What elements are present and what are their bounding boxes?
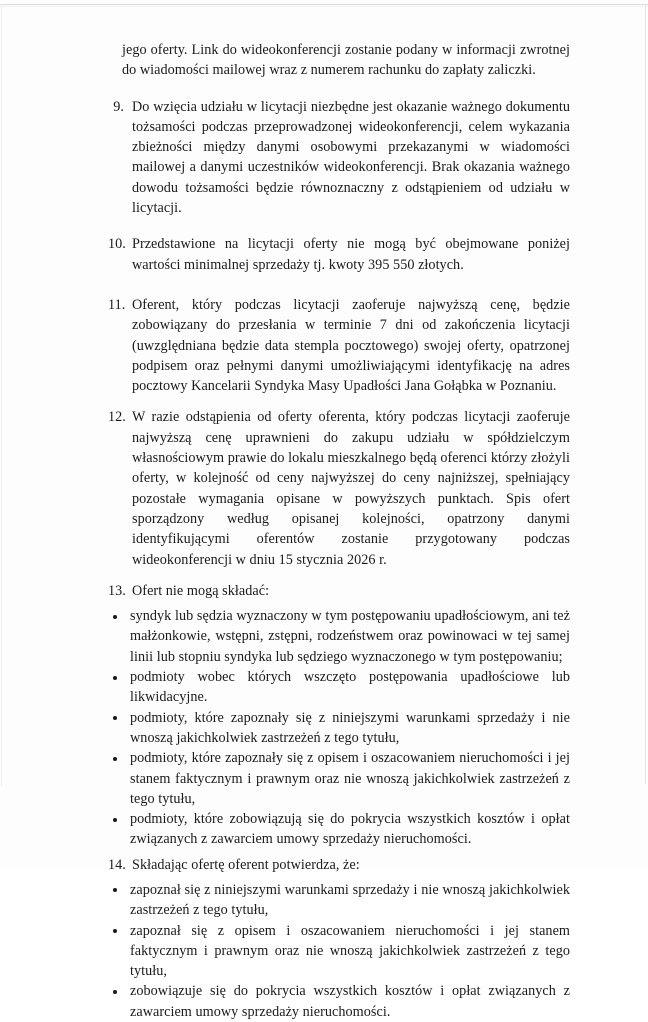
list-item: zapoznał się z opisem i oszacowaniem nieruchomości i jej stanem faktycznym i prawnym oraz nie wnoszą jakichkolwiek zastrzeżeń z tego tytułu,: [108, 921, 570, 982]
scan-edge-top: [0, 4, 648, 5]
numbered-item-10: [108, 234, 570, 275]
list-text: W razie odstąpienia od oferty oferenta, który podczas licytacji zaoferuje najwyższą cenę uprawnieni do zakupu udziału w spółdzielczym własnościowym prawie do lokalu mieszkalnego będą oferenci którzy złożyli oferty, w kolejność od ceny najwyższej do ceny najniższej, spełniający pozostałe wymagania opisane w powyższych punktach. Spis ofert sporządzony według opisanej kolejności, opatrzony danymi identyfikującymi oferentów zostanie przygotowany podczas wideokonferencji w dniu 15 stycznia 2026 r.: [132, 409, 570, 568]
scan-edge-right: [645, 4, 646, 784]
list-item: podmioty, które zapoznały się z niniejszymi warunkami sprzedaży i nie wnoszą jakichkolwiek zastrzeżeń z tego tytułu,: [108, 708, 570, 749]
spacer: [108, 81, 570, 97]
lead-paragraph: jego oferty. Link do wideokonferencji zostanie podany w informacji zwrotnej do wiadomości mailowej wraz z numerem rachunku do zapłaty zaliczki.: [122, 42, 570, 79]
list-item: podmioty, które zobowiązują się do pokrycia wszystkich kosztów i opłat związanych z zawarciem umowy sprzedaży nieruchomości.: [108, 809, 570, 850]
bullet-list-14: [108, 880, 570, 1022]
numbered-item-14: [108, 855, 570, 875]
list-text: Do wzięcia udziału w licytacji niezbędne jest okazanie ważnego dokumentu tożsamości podczas przeprowadzonej wideokonferencji, celem wykazania zbieżności między danymi osobowymi przekazanymi w wiadomości mailowej a danymi uczestników wideokonferencji. Brak okazania ważnego dowodu tożsamości będzie równoznaczny z odstąpieniem od udziału w licytacji.: [132, 98, 570, 217]
numbered-item-12: [108, 407, 570, 569]
list-number: 14.: [108, 856, 126, 873]
list-text: Oferent, który podczas licytacji zaoferuje najwyższą cenę, będzie zobowiązany do przesłania w terminie 7 dni od zakończenia licytacji (uwzględniana będzie data stempla pocztowego) swojej oferty, opatrzonej podpisem oraz pełnymi danymi umożliwiającymi identyfikację na adres pocztowy Kancelarii Syndyka Masy Upadłości Jana Gołąbka w Poznaniu.: [132, 296, 570, 395]
list-item: zapoznał się z niniejszymi warunkami sprzedaży i nie wnoszą jakichkolwiek zastrzeżeń z tego tytułu,: [108, 880, 570, 921]
numbered-item-13: [108, 581, 570, 601]
numbered-item-11: [108, 295, 570, 396]
list-item: podmioty, które zapoznały się z opisem i oszacowaniem nieruchomości i jej stanem faktycznym i prawnym oraz nie wnoszą jakichkolwiek zastrzeżeń z tego tytułu,: [108, 748, 570, 809]
list-item: zobowiązuje się do pokrycia wszystkich kosztów i opłat związanych z zawarciem umowy sprzedaży nieruchomości.: [108, 981, 570, 1022]
list-number: 11.: [108, 296, 126, 313]
list-number: 10.: [108, 236, 126, 253]
document-body: [108, 40, 570, 1022]
scan-edge-top-secondary: [0, 6, 648, 7]
spacer: [108, 275, 570, 295]
spacer: [108, 396, 570, 407]
list-item: podmioty wobec których wszczęto postępowania upadłościowe lub likwidacyjne.: [108, 667, 570, 708]
list-number: 9.: [113, 98, 124, 115]
list-text: Ofert nie mogą składać:: [132, 582, 270, 599]
scan-edge-left: [1, 4, 2, 786]
spacer: [108, 570, 570, 581]
list-number: 13.: [108, 582, 126, 599]
list-number: 12.: [108, 409, 126, 426]
list-text: Składając ofertę oferent potwierdza, że:: [132, 856, 360, 873]
numbered-item-9: [108, 97, 570, 219]
bullet-list-13: [108, 606, 570, 850]
list-item: syndyk lub sędzia wyznaczony w tym postępowaniu upadłościowym, ani też małżonkowie, wstępni, zstępni, rodzeństwem oraz powinowaci w tej samej linii lub stopniu syndyka lub sędziego wyznaczonego w tym postępowaniu;: [108, 606, 570, 667]
list-text: Przedstawione na licytacji oferty nie mogą być obejmowane poniżej wartości minimalnej sprzedaży tj. kwoty 395 550 złotych.: [132, 236, 570, 273]
spacer: [108, 218, 570, 234]
